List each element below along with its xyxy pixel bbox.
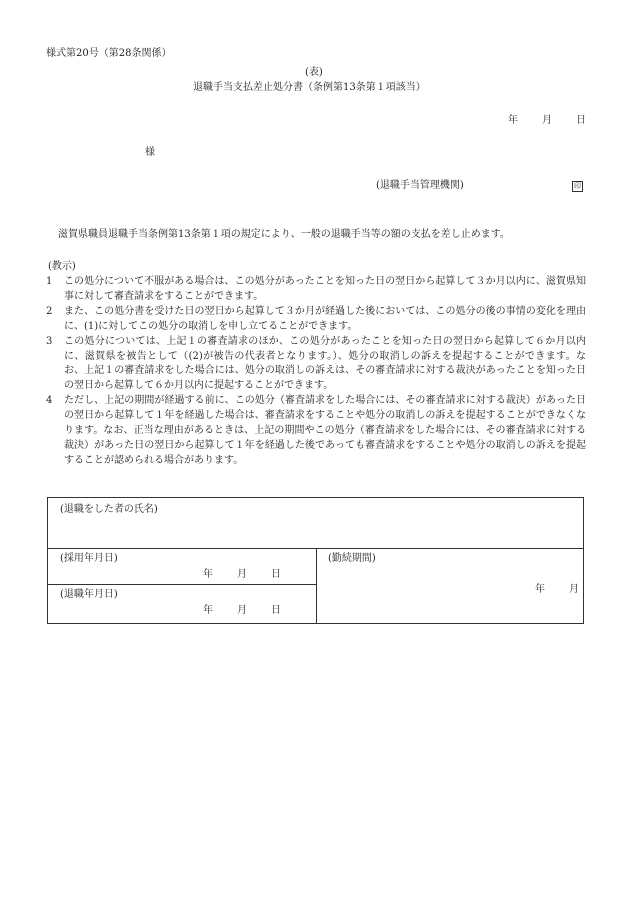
service-period-month: 月: [569, 584, 579, 595]
service-period-year: 年: [535, 584, 545, 595]
main-text: 滋賀県職員退職手当条例第13条第１項の規定により、一般の退職手当等の額の支払を差し止めます。: [58, 229, 510, 240]
hire-date-day: 日: [271, 569, 281, 580]
table-divider: [48, 584, 316, 585]
hire-date-value: [203, 568, 281, 581]
retirement-date-year: 年: [203, 605, 213, 616]
instruction-number: 4: [46, 395, 53, 407]
instruction-list: [46, 275, 586, 469]
employee-info-table: [47, 497, 584, 624]
table-divider: [316, 548, 317, 623]
instruction-number: 3: [46, 335, 53, 347]
form-number: 様式第20号（第28条関係）: [46, 48, 172, 59]
hire-date-month: 月: [237, 569, 247, 580]
retirement-date-value: [203, 604, 281, 617]
instruction-text: この処分については、上記１の審査請求のほか、この処分があったことを知った日の翌日から起算して６か月以内に、滋賀県を被告として（(2)が被告の代表者となります。）、処分の取消しの訴えを提起することができます。なお、上記１の審査請求をした場合には、処分の取消しの訴えは、その審査請求に対する裁決があったことを知った日の翌日から起算して６か月以内に提起することができます。: [64, 335, 586, 392]
instruction-number: 2: [46, 305, 53, 317]
retirement-date-day: 日: [271, 605, 281, 616]
seal-mark: [572, 179, 583, 192]
addressee-suffix: 様: [145, 147, 155, 158]
document-title: 退職手当支払差止処分書（条例第13条第１項該当）: [193, 82, 426, 93]
hire-date-year: 年: [203, 569, 213, 580]
issue-date: [508, 114, 586, 127]
instruction-item-4: [46, 394, 586, 469]
retirement-date-month: 月: [237, 605, 247, 616]
retiree-name-label: (退職をした者の氏名): [60, 504, 158, 515]
instruction-item-2: [46, 305, 586, 335]
service-period-label: (勤続期間): [328, 553, 376, 564]
service-period-value: [535, 583, 579, 596]
instruction-item-3: [46, 335, 586, 395]
issue-date-day: 日: [576, 115, 586, 126]
retirement-date-label: (退職年月日): [60, 589, 118, 600]
issue-date-month: 月: [542, 115, 552, 126]
hire-date-label: (採用年月日): [60, 553, 118, 564]
issuer-label: (退職手当管理機関): [376, 180, 464, 191]
instruction-item-1: [46, 275, 586, 305]
instruction-text: また、この処分書を受けた日の翌日から起算して３か月が経過した後においては、この処分の後の事情の変化を理由に、(1)に対してこの処分の取消しを申し立てることができます。: [64, 305, 586, 332]
seal-mark-text: 印: [574, 182, 581, 190]
instruction-number: 1: [46, 276, 53, 287]
instruction-text: この処分について不服がある場合は、この処分があったことを知った日の翌日から起算して３か月以内に、滋賀県知事に対して審査請求をすることができます。: [64, 276, 586, 302]
side-label: (表): [305, 67, 323, 78]
instruction-heading: (教示): [48, 261, 76, 272]
issue-date-year: 年: [508, 115, 518, 126]
instruction-text: ただし、上記の期間が経過する前に、この処分（審査請求をした場合には、その審査請求に対する裁決）があった日の翌日から起算して１年を経過した場合は、審査請求をすることや処分の取消しの訴えを提起することができなくなります。なお、正当な理由があるときは、上記の期間やこの処分（審査請求をした場合には、その審査請求に対する裁決）があった日の翌日から起算して１年を経過した後であっても審査請求をすることや処分の取消しの訴えを提起することが認められる場合があります。: [64, 395, 586, 466]
